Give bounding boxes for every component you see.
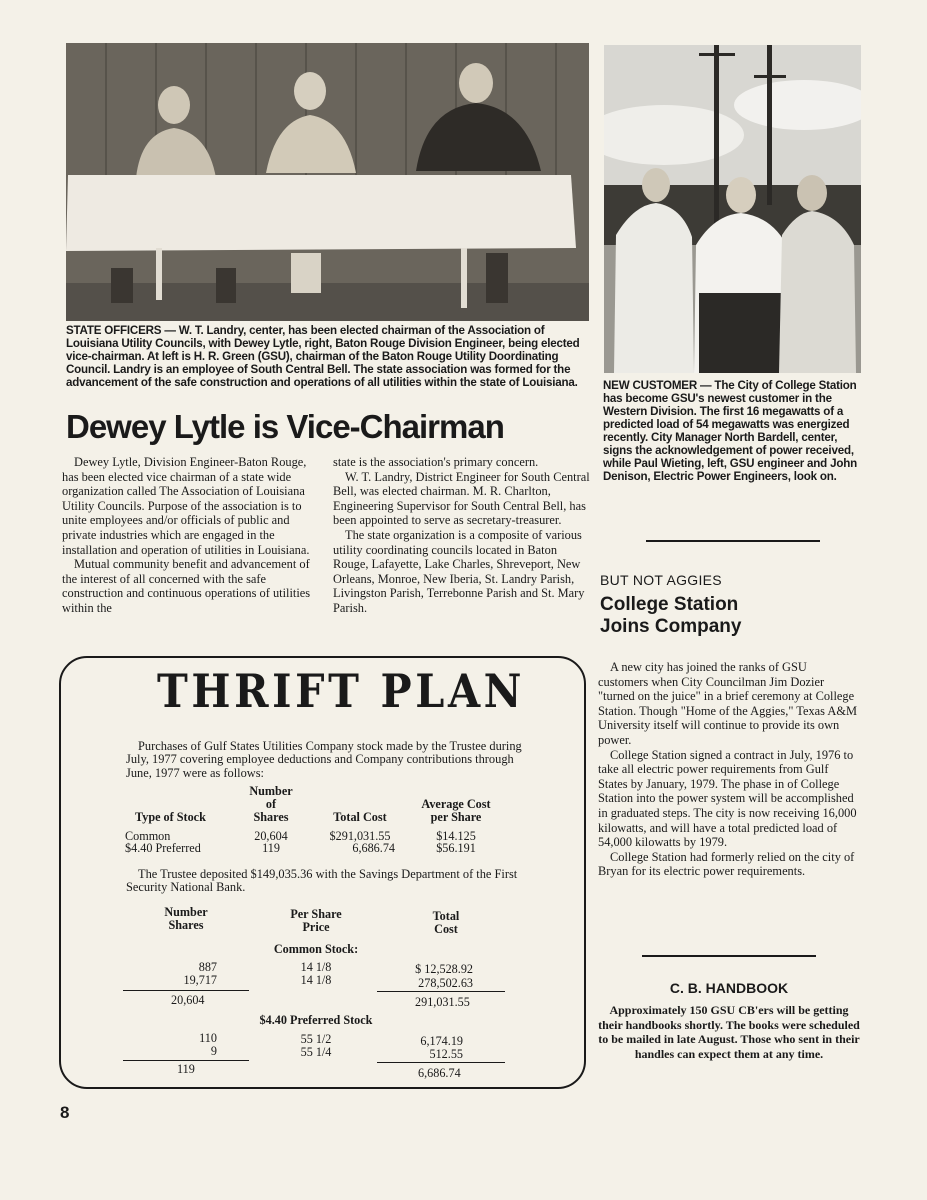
t2-header-shares bbox=[141, 906, 231, 932]
t2-header-shares-line: Shares bbox=[168, 918, 204, 932]
lytle-paragraph: The state organization is a composite of various utility coordinating councils located in Baton Rouge, Lafayette, Lake Charles, Shreveport, New Orleans, Monroe, New Iberia, St. Landry Parish, Livingston Parish, Terrebonne Parish and St. Mary Parish. bbox=[333, 527, 585, 615]
t1-header-total-cost: Total Cost bbox=[333, 810, 387, 824]
caption-divider-rule bbox=[646, 540, 820, 542]
t2-preferred-label: $4.40 Preferred Stock bbox=[259, 1013, 373, 1027]
new-customer-caption: NEW CUSTOMER — The City of College Station has become GSU's newest customer in the Western Division. The first 16 megawatts of a predicted load of 54 megawatts was energized recently. City Manager North Bardell, center, signs the acknowledgement of power received, while Paul Wieting, left, GSU engineer and John Denison, Electric Power Engineers, look on. bbox=[603, 379, 857, 483]
t1-header-number-line: Number bbox=[249, 784, 293, 798]
page-number: 8 bbox=[60, 1103, 70, 1122]
college-station-paragraph: College Station had formerly relied on the city of Bryan for its electric power requirements. bbox=[598, 849, 855, 879]
lytle-headline: Dewey Lytle is Vice-Chairman bbox=[66, 408, 504, 445]
t1-row-common-avg: $14.125 bbox=[436, 829, 476, 843]
t1-row-common-total: $291,031.55 bbox=[329, 829, 391, 843]
new-customer-photo-image bbox=[604, 45, 861, 373]
lytle-paragraph: W. T. Landry, District Engineer for South Central Bell, was elected chairman. M. R. Charlton, Engineering Supervisor for South Central Bell, has been appointed to serve as secretary-treasurer. bbox=[333, 469, 590, 528]
cb-handbook-title: C. B. HANDBOOK bbox=[669, 980, 789, 996]
t2-common-row-cost: 278,502.63 bbox=[418, 976, 473, 990]
t1-row-common-type: Common bbox=[125, 829, 171, 843]
t1-header-number-line: of bbox=[265, 797, 277, 811]
lytle-article-column-2 bbox=[333, 455, 590, 616]
t2-header-price bbox=[266, 908, 366, 934]
thrift-plan-box bbox=[59, 656, 586, 1089]
t2-header-price-line: Price bbox=[302, 920, 330, 934]
t2-header-cost-line: Cost bbox=[434, 922, 458, 936]
t2-preferred-row-cost: 512.55 bbox=[429, 1047, 463, 1061]
t2-common-shares-sum-line bbox=[123, 990, 249, 991]
state-officers-photo-image bbox=[66, 43, 589, 321]
t1-row-common-shares: 20,604 bbox=[254, 829, 288, 843]
lytle-paragraph: Mutual community benefit and advancement of the interest of all concerned with the safe construction and continuous operations of utilities within the bbox=[62, 557, 311, 615]
college-station-paragraph: College Station signed a contract in July, 1976 to take all electric power requirements from Gulf States by January, 1979. The phase in of College Station into the power system will be accomplished in graduated steps. The city is now receiving 16,000 kilowatts, and will have a total predicted load of 54,000 kilowatts by 1979. bbox=[598, 747, 857, 850]
t1-row-preferred-shares: 119 bbox=[262, 841, 280, 855]
college-station-paragraph: A new city has joined the ranks of GSU customers when City Councilman Jim Dozier "turned on the juice" in a brief ceremony at College Station. Though "Home of the Aggies," Texas A&M University itself will continue to provide its own power. bbox=[598, 660, 857, 747]
t1-header-number-line: Shares bbox=[253, 810, 289, 824]
thrift-plan-title: THRIFT PLAN bbox=[157, 664, 526, 718]
college-station-headline-line-2: Joins Company bbox=[600, 616, 742, 637]
lytle-paragraph: state is the association's primary concern. bbox=[333, 455, 539, 469]
t2-preferred-row-cost: 6,174.19 bbox=[420, 1034, 463, 1048]
lytle-article-column-1 bbox=[62, 455, 320, 616]
thrift-plan-deposit-text: The Trustee deposited $149,035.36 with the Savings Department of the First Security National Bank. bbox=[126, 867, 518, 895]
thrift-plan-intro: Purchases of Gulf States Utilities Company stock made by the Trustee during July, 1977 covering employee deductions and Company contributions through June, 1977 were as follows: bbox=[126, 739, 522, 780]
state-officers-caption: STATE OFFICERS — W. T. Landry, center, has been elected chairman of the Association of Louisiana Utility Councils, with Dewey Lytle, right, Baton Rouge Division Engineer, being elected vice-chairman. At left is H. R. Green (GSU), chairman of the Baton Rouge Utility Doordinating Council. Landry is an employee of South Central Bell. The state association was formed for the advancement of the safe construction and operations of all utilities within the state of Louisiana. bbox=[66, 324, 580, 389]
t2-common-cost-sum-line bbox=[377, 991, 505, 992]
t2-common-total-cost: 291,031.55 bbox=[415, 995, 470, 1009]
t2-preferred-cost-sum-line bbox=[377, 1062, 505, 1063]
cb-handbook-text: Approximately 150 GSU CB'ers will be getting their handbooks shortly. The books were scheduled to be mailed in late August. Those who sent in their handles can expect them at any time. bbox=[598, 1003, 860, 1061]
t1-header-average-line: Average Cost bbox=[421, 797, 491, 811]
college-station-divider-rule bbox=[642, 955, 816, 957]
t2-common-row-shares: 887 bbox=[198, 960, 217, 974]
t1-header-average-cost bbox=[401, 798, 511, 824]
t1-header-number bbox=[231, 785, 311, 824]
t2-header-cost-line: Total bbox=[432, 909, 460, 923]
t1-row-preferred-avg: $56.191 bbox=[436, 841, 476, 855]
t2-common-row-price: 14 1/8 bbox=[300, 973, 332, 987]
t2-preferred-row-shares: 110 bbox=[199, 1031, 217, 1045]
t2-preferred-row-price: 55 1/4 bbox=[300, 1045, 332, 1059]
t2-common-total-shares: 20,604 bbox=[171, 993, 205, 1007]
college-station-headline bbox=[600, 594, 741, 638]
t2-common-row-shares: 19,717 bbox=[183, 973, 217, 987]
t2-preferred-row-price: 55 1/2 bbox=[300, 1032, 332, 1046]
state-officers-photo bbox=[66, 43, 589, 321]
new-customer-photo bbox=[604, 45, 861, 373]
college-station-kicker: BUT NOT AGGIES bbox=[600, 572, 722, 588]
t2-header-price-line: Per Share bbox=[290, 907, 342, 921]
t2-preferred-row-shares: 9 bbox=[210, 1044, 217, 1058]
college-station-article bbox=[598, 660, 860, 879]
t2-header-cost bbox=[401, 910, 491, 936]
t2-preferred-total-cost: 6,686.74 bbox=[418, 1066, 461, 1080]
t1-row-preferred-type: $4.40 Preferred bbox=[125, 841, 201, 855]
t1-header-average-line: per Share bbox=[430, 810, 482, 824]
t2-preferred-shares-sum-line bbox=[123, 1060, 249, 1061]
t2-header-shares-line: Number bbox=[164, 905, 208, 919]
lytle-paragraph: Dewey Lytle, Division Engineer-Baton Rouge, has been elected vice chairman of a state wide organization called The Association of Louisiana Utility Councils. Purpose of the association is to unite employees and/or officials of public and private industries which are engaged in the installation and operation of utilities in Louisiana. bbox=[62, 455, 310, 557]
t2-common-row-price: 14 1/8 bbox=[300, 960, 332, 974]
t2-common-row-cost: $ 12,528.92 bbox=[415, 962, 473, 976]
t1-row-preferred-total: 6,686.74 bbox=[352, 841, 395, 855]
t2-preferred-total-shares: 119 bbox=[177, 1062, 195, 1076]
t1-header-type: Type of Stock bbox=[135, 810, 206, 824]
college-station-headline-line-1: College Station bbox=[600, 594, 739, 615]
t2-common-label: Common Stock: bbox=[273, 942, 359, 956]
